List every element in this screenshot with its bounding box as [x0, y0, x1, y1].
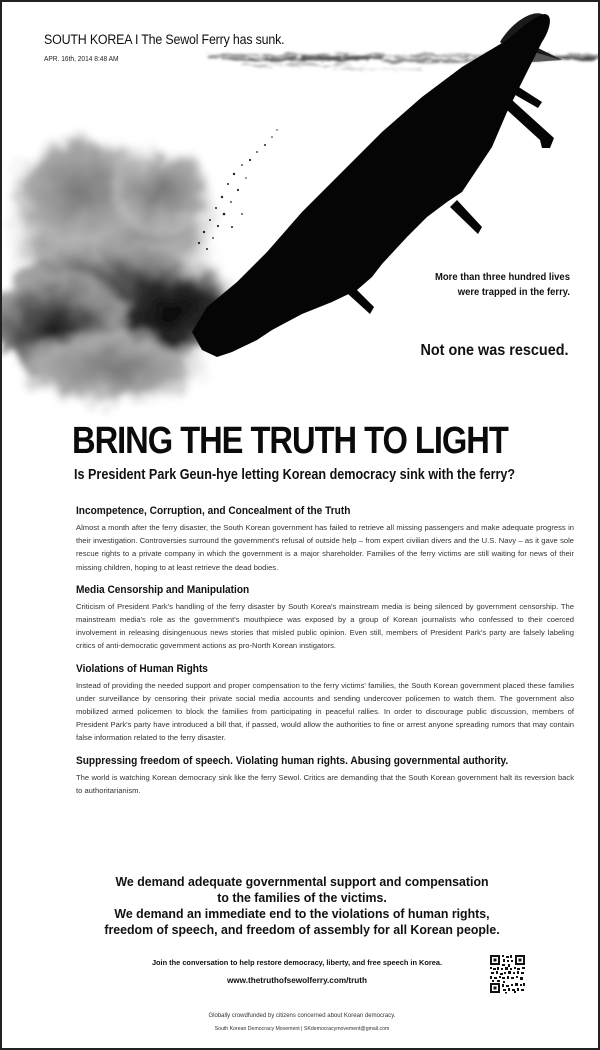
trapped-line-2: were trapped in the ferry. [457, 286, 570, 298]
section-incompetence [76, 505, 574, 574]
section-human-rights [76, 663, 574, 745]
section-heading: Media Censorship and Manipulation [76, 583, 250, 596]
section-suppressing-freedom [76, 755, 574, 797]
section-paragraph: Instead of providing the needed support and proper compensation to the ferry victims' families, the South Korean government placed these families under surveillance by censoring their private social media accounts and sending undercover policemen to watch them. The government also mobilized armed policemen to block the families from participating in peaceful rallies. In order to discourage public discussion, members of President Park's party have introduced a bill that, if passed, would allow the authorities to fine or arrest anyone spreading rumors that may contain false information related to the ferry disaster. [76, 680, 574, 743]
section-paragraph: The world is watching Korean democracy sink like the ferry Sewol. Critics are demanding that the South Korean government halt its reversion back to authoritarianism. [76, 772, 574, 795]
smoke-cloud [2, 132, 237, 407]
section-heading: Violations of Human Rights [76, 662, 208, 675]
trapped-caption [435, 270, 570, 300]
page-title: BRING THE TRUTH TO LIGHT [72, 420, 508, 462]
section-paragraph: Criticism of President Park's handling of the ferry disaster by South Korea's mainstream media is being silenced by government censorship. The mainstream media's role as the government's mouthpiece was exposed by a group of Korean journalists who confessed to their coerced involvement in releasing disingenuous news stories that misled public opinion. Even still, members of President Park's party are falsely labeling critics of anti-democratic government actions as pro-North Korean instigators. [76, 601, 574, 651]
rescued-caption: Not one was rescued. [419, 342, 568, 359]
demand-line-2: to the families of the victims. [217, 890, 387, 905]
trapped-line-1: More than three hundred lives [435, 271, 570, 283]
section-heading: Incompetence, Corruption, and Concealment of the Truth [76, 505, 351, 517]
section-heading: Suppressing freedom of speech. Violating human rights. Abusing governmental authority. [76, 754, 509, 767]
contact-info: South Korean Democracy Movement | SKdemocracymovement@gmail.com [214, 1026, 390, 1032]
kicker-text: SOUTH KOREA I The Sewol Ferry has sunk. [44, 32, 285, 47]
section-media-censorship [76, 584, 574, 653]
join-conversation-text: Join the conversation to help restore democracy, liberty, and free speech in Korea. [151, 958, 443, 967]
crowdfunded-note: Globally crowdfunded by citizens concerned about Korean democracy. [208, 1013, 396, 1019]
page-subtitle: Is President Park Geun-hye letting Korean democracy sink with the ferry? [74, 466, 516, 483]
demand-line-1: We demand adequate governmental support and compensation [115, 874, 489, 889]
demand-line-4: freedom of speech, and freedom of assembly for all Korean people. [104, 922, 500, 937]
demand-line-3: We demand an immediate end to the violations of human rights, [114, 906, 490, 921]
dateline-text: APR. 16th, 2014 8:48 AM [44, 54, 119, 63]
website-link[interactable]: www.thetruthofsewolferry.com/truth [226, 976, 368, 985]
section-paragraph: Almost a month after the ferry disaster, the South Korean government has failed to retrieve all missing passengers and make adequate progress in their investigation. Controversies surround the government's refusal of outside help – from expert civilian divers and the U.S. Navy – as it gave sole rescue rights to a private company in which the government is a major shareholder. Families of the ferry victims are still waiting for news of their missing children, hoping to at least retrieve the dead bodies. [76, 523, 574, 572]
article-body [76, 505, 574, 807]
hero-illustration [2, 2, 600, 422]
demands-block [2, 874, 600, 938]
qr-code-icon[interactable] [489, 954, 526, 994]
